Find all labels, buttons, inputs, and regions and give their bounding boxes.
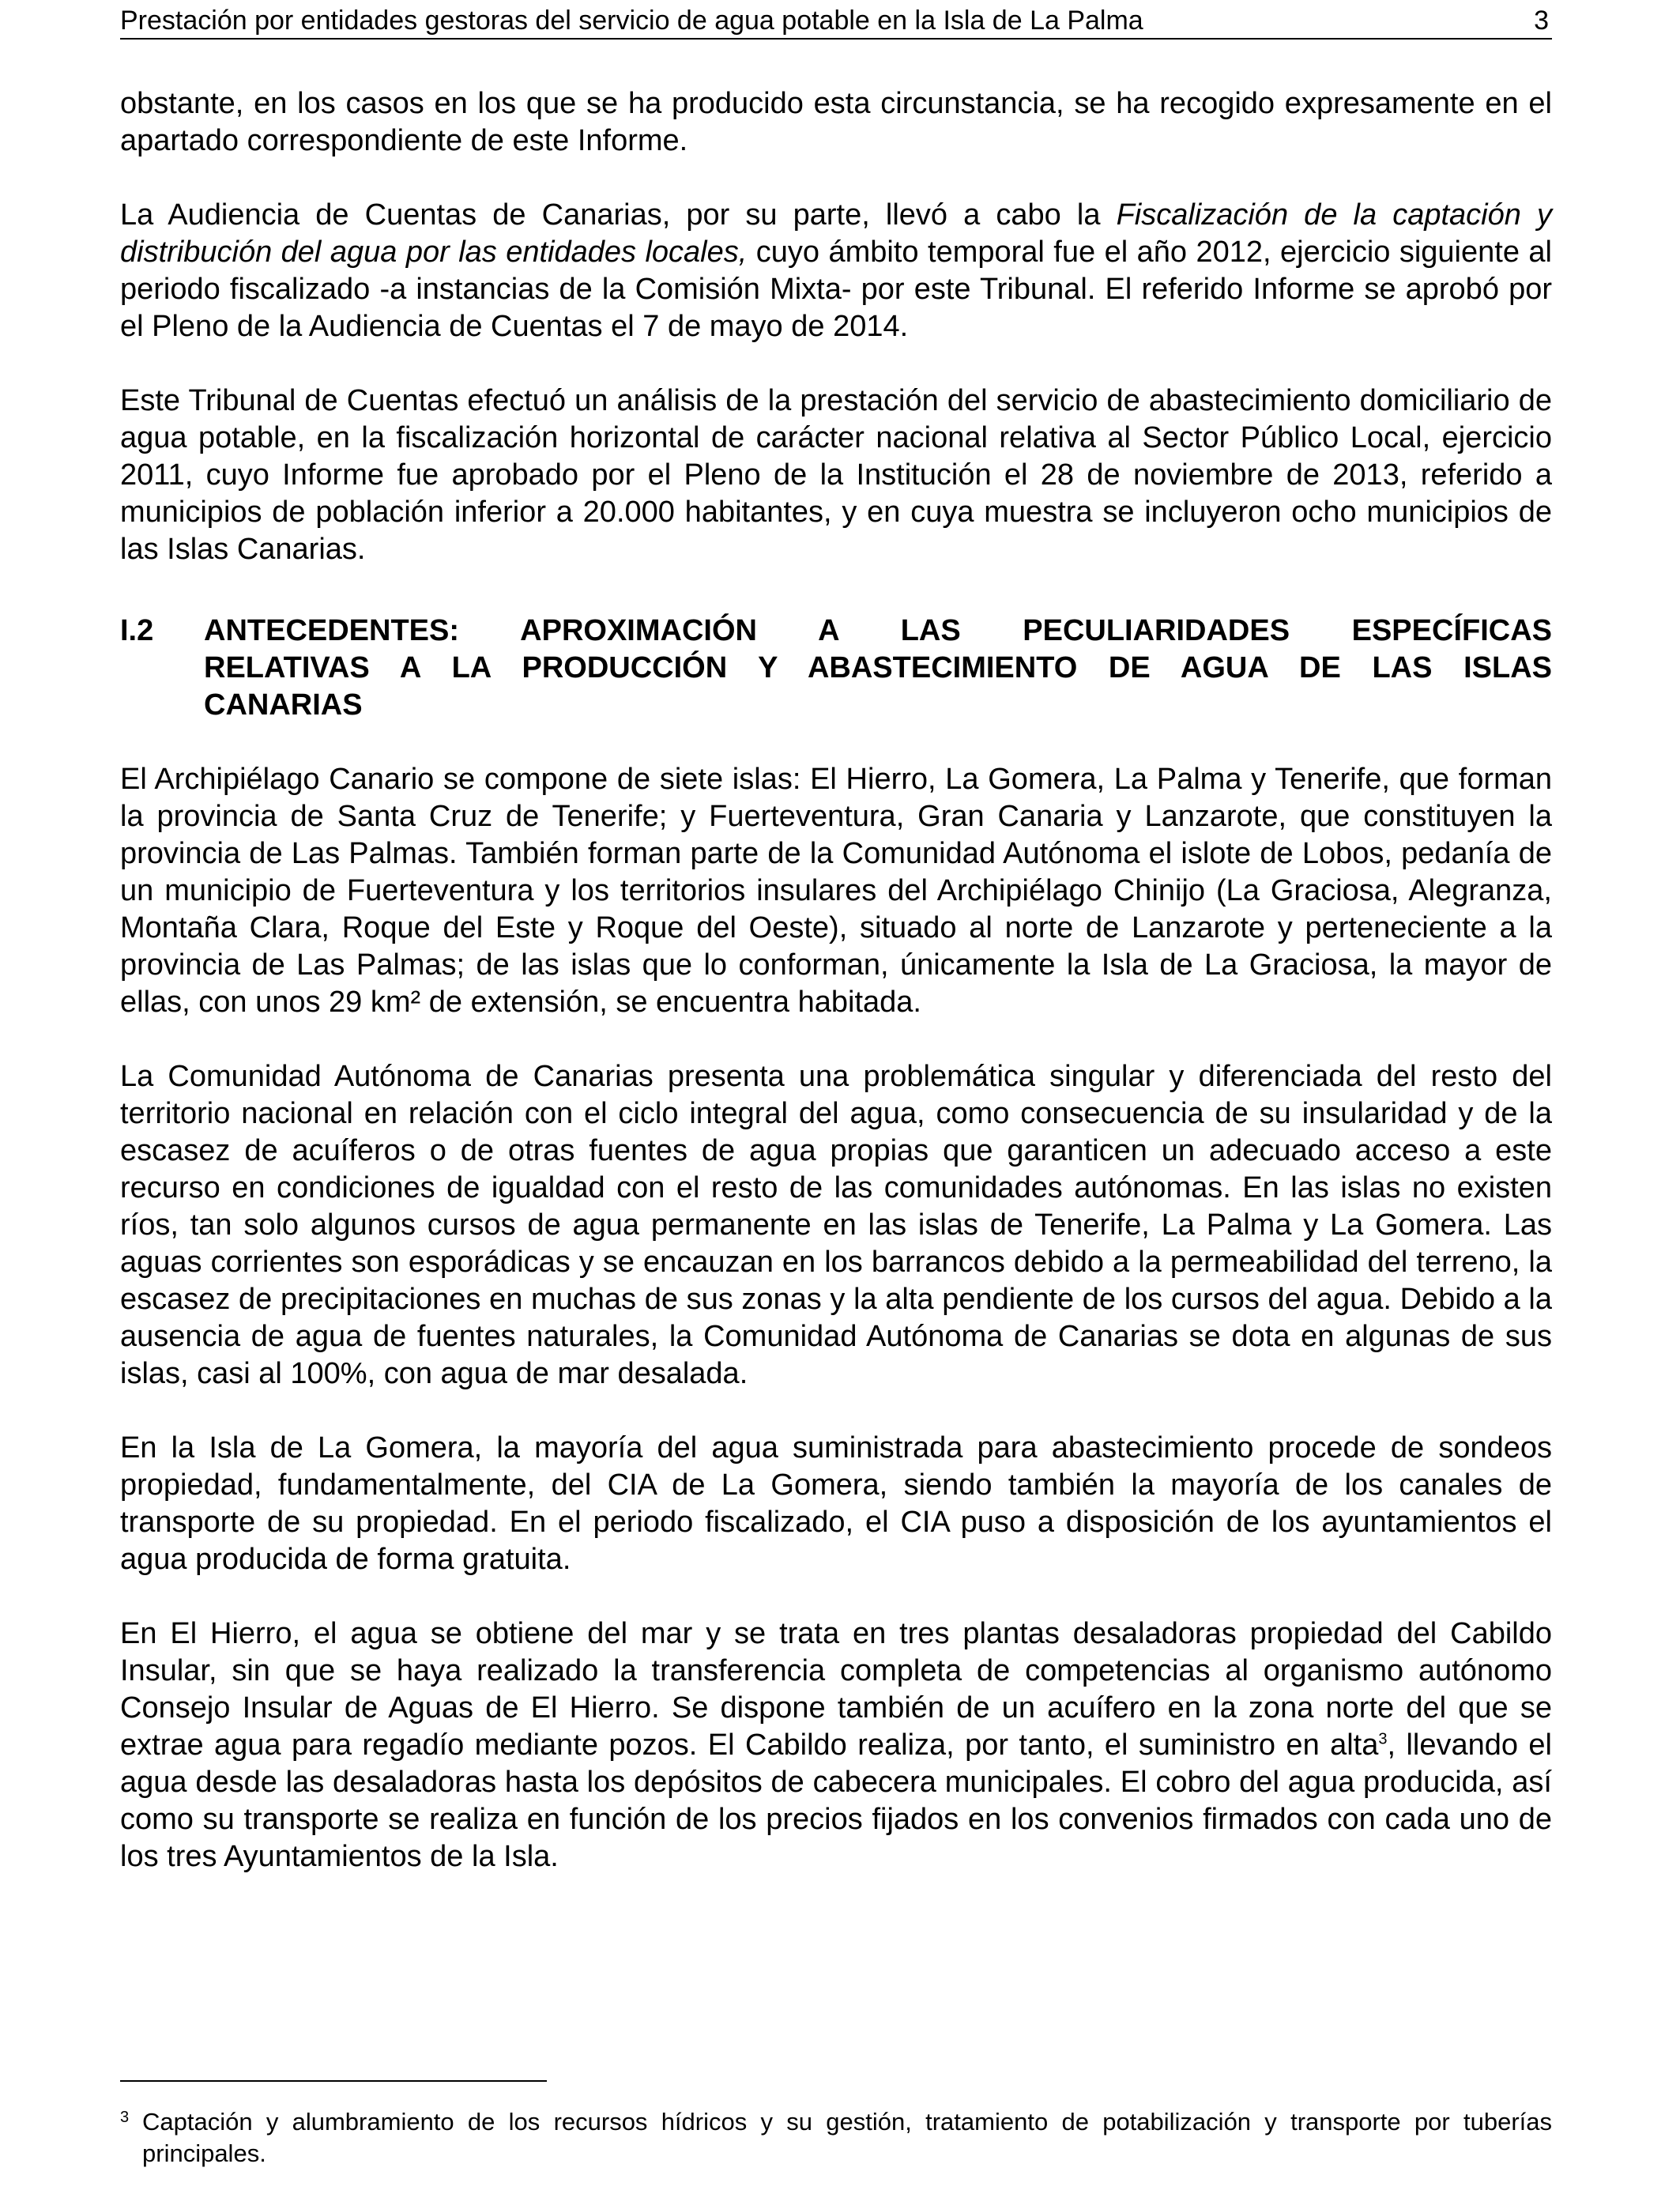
paragraph-text: En El Hierro, el agua se obtiene del mar y se trata en tres plantas desaladoras propiedad del Cabildo Insular, sin que se haya realizado la transferencia completa de competencias al organismo autónomo Consejo Insular de Aguas de El Hierro. Se dispone también de un acuífero en la zona norte del que se extrae agua para regadío mediante pozos. El Cabildo realiza, por tanto, el suministro en alta: [120, 1617, 1552, 1762]
paragraph-text: , llevando el agua desde las desaladoras hasta los depósitos de cabecera municipales. El cobro del agua producida, así como su transporte se realiza en función de los precios fijados en los convenios firmados con cada uno de los tres Ayuntamientos de la Isla.: [120, 1728, 1552, 1873]
section-number: I.2: [120, 614, 154, 647]
footnote-marker: 3: [120, 2109, 130, 2126]
page-header: [120, 0, 1552, 40]
footnote: [120, 2106, 1552, 2169]
header-title: Prestación por entidades gestoras del servicio de agua potable en la Isla de La Palma: [120, 6, 1143, 36]
section-heading: [120, 613, 1552, 724]
paragraph-text: La Audiencia de Cuentas de Canarias, por su parte, llevó a cabo la: [120, 198, 1117, 232]
section-title-line: ANTECEDENTES: APROXIMACIÓN A LAS PECULIARIDADES ESPECÍFICAS: [204, 614, 1552, 647]
section-title-line: CANARIAS: [204, 688, 363, 722]
paragraph: [120, 1615, 1552, 1875]
paragraph: Este Tribunal de Cuentas efectuó un análisis de la prestación del servicio de abastecimiento domiciliario de agua potable, en la fiscalización horizontal de carácter nacional relativa al Sector Público Local, ejercicio 2011, cuyo Informe fue aprobado por el Pleno de la Institución el 28 de noviembre de 2013, referido a municipios de población inferior a 20.000 habitantes, y en cuya muestra se incluyeron ocho municipios de las Islas Canarias.: [120, 384, 1552, 566]
section-title: [204, 613, 1552, 724]
document-body: [120, 85, 1552, 1875]
footnote-separator: [120, 2080, 547, 2082]
paragraph: [120, 197, 1552, 345]
paragraph-text: cuyo ámbito temporal fue el año 2012, ejercicio siguiente al periodo fiscalizado -a instancias de la Comisión Mixta- por este Tribunal. El referido Informe se aprobó por el Pleno de la Audiencia de Cuentas el 7 de mayo de 2014.: [120, 236, 1552, 343]
paragraph: El Archipiélago Canario se compone de siete islas: El Hierro, La Gomera, La Palma y Tenerife, que forman la provincia de Santa Cruz de Tenerife; y Fuerteventura, Gran Canaria y Lanzarote, que constituyen la provincia de Las Palmas. También forman parte de la Comunidad Autónoma el islote de Lobos, pedanía de un municipio de Fuerteventura y los territorios insulares del Archipiélago Chinijo (La Graciosa, Alegranza, Montaña Clara, Roque del Este y Roque del Oeste), situado al norte de Lanzarote y perteneciente a la provincia de Las Palmas; de las islas que lo conforman, únicamente la Isla de La Graciosa, la mayor de ellas, con unos 29 km² de extensión, se encuentra habitada.: [120, 763, 1552, 1019]
footnote-text: Captación y alumbramiento de los recursos hídricos y su gestión, tratamiento de potabilización y transporte por tuberías principales.: [142, 2108, 1552, 2167]
paragraph: La Comunidad Autónoma de Canarias presenta una problemática singular y diferenciada del resto del territorio nacional en relación con el ciclo integral del agua, como consecuencia de su insularidad y de la escasez de acuíferos o de otras fuentes de agua propias que garanticen un adecuado acceso a este recurso en condiciones de igualdad con el resto de las comunidades autónomas. En las islas no existen ríos, tan solo algunos cursos de agua permanente en las islas de Tenerife, La Palma y La Gomera. Las aguas corrientes son esporádicas y se encauzan en los barrancos debido a la permeabilidad del terreno, la escasez de precipitaciones en muchas de sus zonas y la alta pendiente de los cursos del agua. Debido a la ausencia de agua de fuentes naturales, la Comunidad Autónoma de Canarias se dota en algunas de sus islas, casi al 100%, con agua de mar desalada.: [120, 1060, 1552, 1390]
footnote-reference[interactable]: 3: [1378, 1730, 1388, 1748]
paragraph: obstante, en los casos en los que se ha producido esta circunstancia, se ha recogido expresamente en el apartado correspondiente de este Informe.: [120, 87, 1552, 157]
report-title-italic: Fiscalización de la captación y distribución del agua por las entidades locales,: [120, 198, 1552, 269]
paragraph: En la Isla de La Gomera, la mayoría del agua suministrada para abastecimiento procede de sondeos propiedad, fundamentalmente, del CIA de La Gomera, siendo también la mayoría de los canales de transporte de su propiedad. En el periodo fiscalizado, el CIA puso a disposición de los ayuntamientos el agua producida de forma gratuita.: [120, 1431, 1552, 1576]
section-title-line: RELATIVAS A LA PRODUCCIÓN Y ABASTECIMIENTO DE AGUA DE LAS ISLAS: [204, 651, 1552, 684]
page-number: 3: [1534, 6, 1549, 36]
